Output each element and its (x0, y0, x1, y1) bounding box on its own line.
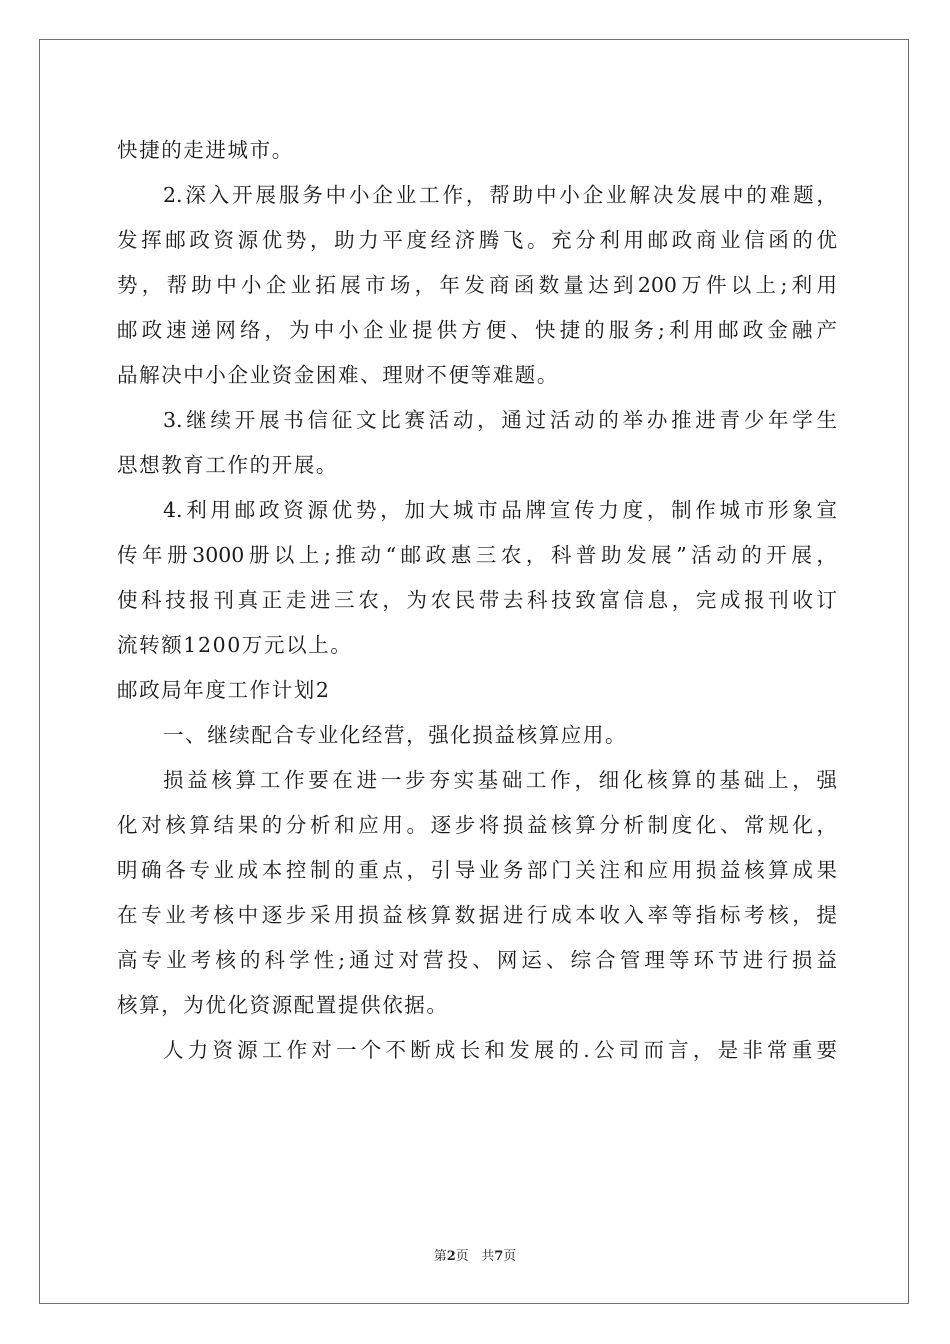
text-line: 邮政速递网络，为中小企业提供方便、快捷的服务;利用邮政金融产 (117, 318, 837, 342)
text-line: 核算，为优化资源配置提供依据。 (117, 993, 449, 1017)
text-line: 流转额1200万元以上。 (117, 633, 353, 657)
text-line: 使科技报刊真正走进三农，为农民带去科技致富信息，完成报刊收订 (117, 588, 837, 612)
text-line: 传年册3000册以上;推动“邮政惠三农，科普助发展”活动的开展， (117, 543, 837, 567)
text-line: 人力资源工作对一个不断成长和发展的.公司而言，是非常重要 (163, 1038, 837, 1062)
total-pages-number: 7 (494, 1249, 504, 1264)
text-line: 思想教育工作的开展。 (117, 453, 338, 477)
text-line: 3.继续开展书信征文比赛活动，通过活动的举办推进青少年学生 (163, 408, 837, 432)
footer-page-suffix: 页 (455, 1249, 469, 1264)
text-line: 明确各专业成本控制的重点，引导业务部门关注和应用损益核算成果 (117, 858, 837, 882)
text-line: 化对核算结果的分析和应用。逐步将损益核算分析制度化、常规化， (117, 813, 837, 837)
text-line: 在专业考核中逐步采用损益核算数据进行成本收入率等指标考核，提 (117, 903, 837, 927)
document-body (117, 128, 837, 1073)
text-line: 一、继续配合专业化经营，强化损益核算应用。 (163, 723, 628, 747)
text-line: 邮政局年度工作计划2 (117, 678, 331, 702)
text-line: 损益核算工作要在进一步夯实基础工作，细化核算的基础上，强 (163, 768, 837, 792)
text-line: 4.利用邮政资源优势，加大城市品牌宣传力度，制作城市形象宣 (163, 498, 837, 522)
text-line: 发挥邮政资源优势，助力平度经济腾飞。充分利用邮政商业信函的优 (117, 228, 837, 252)
footer-prefix: 第 (433, 1249, 447, 1264)
text-line: 高专业考核的科学性;通过对营投、网运、综合管理等环节进行损益 (117, 948, 837, 972)
text-line: 势，帮助中小企业拓展市场，年发商函数量达到200万件以上;利用 (117, 273, 837, 297)
current-page-number: 2 (446, 1249, 456, 1264)
text-line: 品解决中小企业资金困难、理财不便等难题。 (117, 363, 559, 387)
text-line: 2.深入开展服务中小企业工作，帮助中小企业解决发展中的难题， (163, 183, 837, 207)
footer-total-suffix: 页 (503, 1249, 517, 1264)
page-footer (0, 1245, 950, 1264)
text-line: 快捷的走进城市。 (117, 138, 294, 162)
footer-total-prefix: 共 (481, 1249, 495, 1264)
